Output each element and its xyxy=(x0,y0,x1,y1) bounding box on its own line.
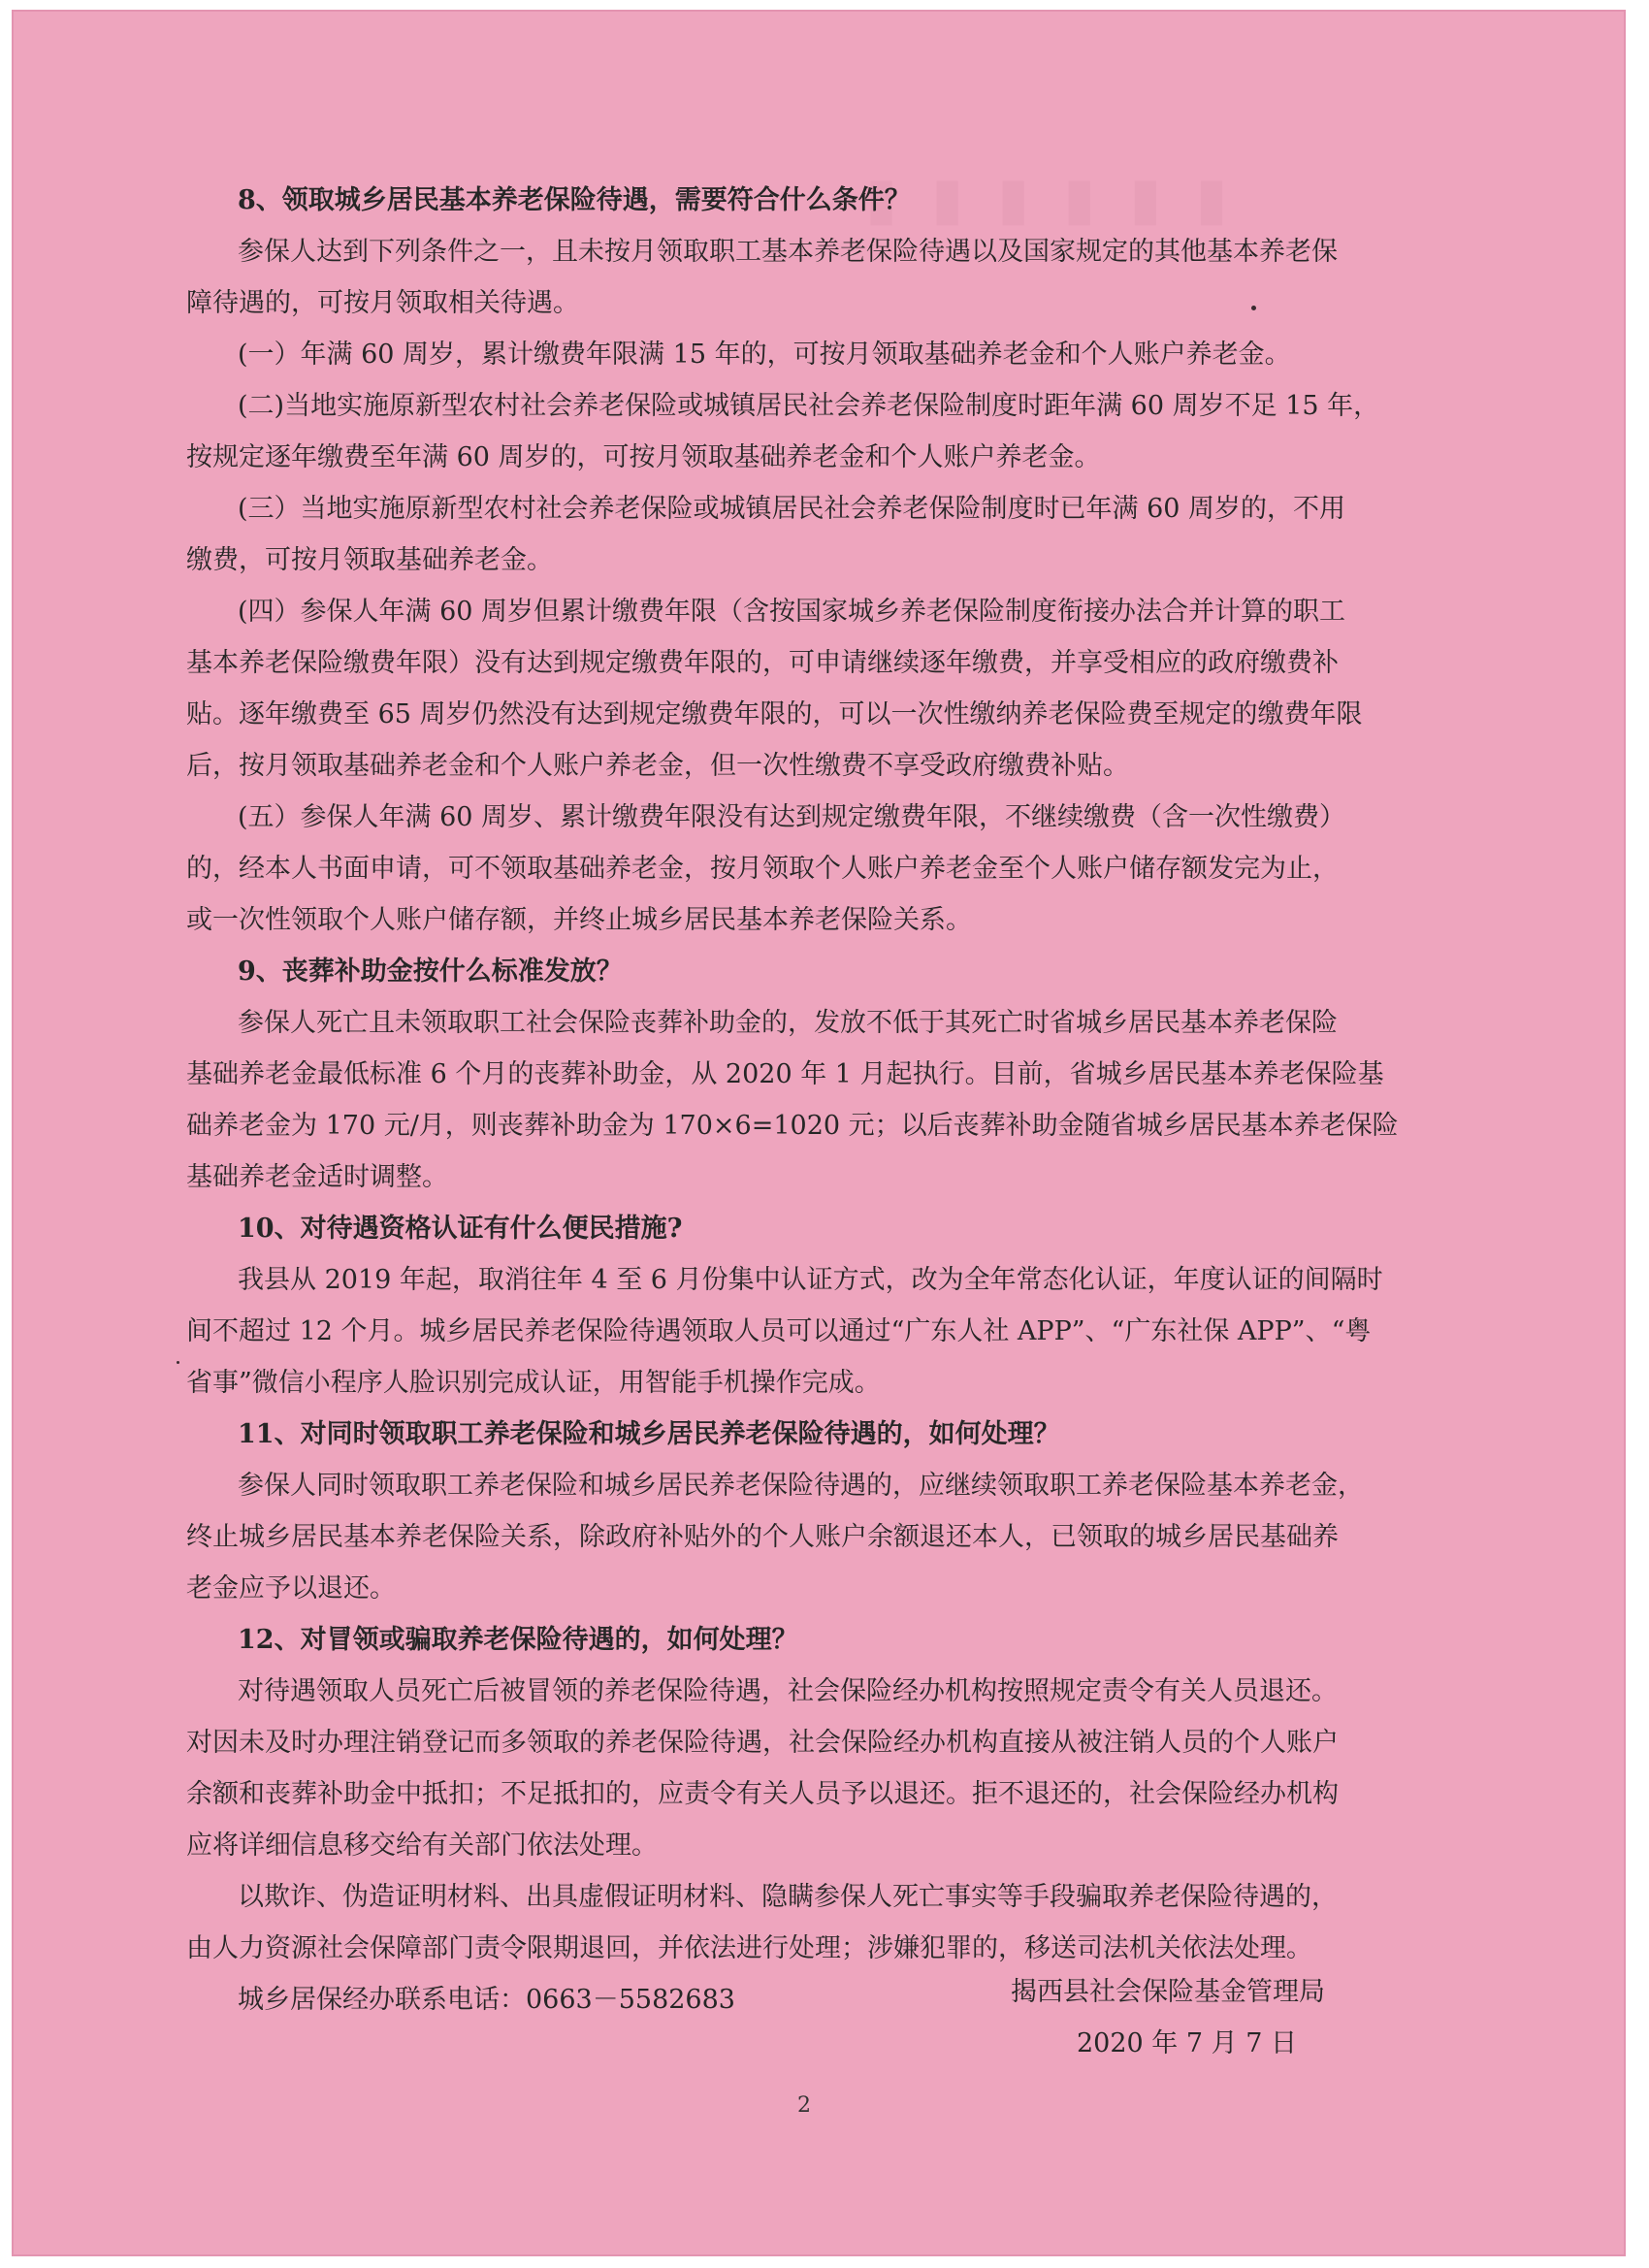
text-line: 间不超过 12 个月。城乡居民养老保险待遇领取人员可以通过“广东人社 APP”、“广东社保 APP”、“粤 xyxy=(186,1316,1372,1346)
text-line: 后，按月领取基础养老金和个人账户养老金，但一次性缴费不享受政府缴费补贴。 xyxy=(186,751,1129,781)
text-line: 基础养老金适时调整。 xyxy=(186,1162,448,1192)
issuing-organization: 揭西县社会保险基金管理局 xyxy=(1011,1977,1325,2007)
text-line: 参保人达到下列条件之一，且未按月领取职工基本养老保险待遇以及国家规定的其他基本养老保 xyxy=(238,237,1338,267)
section-heading: 8、领取城乡居民基本养老保险待遇，需要符合什么条件？ xyxy=(238,185,911,215)
show-through-bleed: ▮ ▮ ▮ ▮ ▮ ▮ xyxy=(865,165,1236,233)
text-line: 我县从 2019 年起，取消往年 4 至 6 月份集中认证方式，改为全年常态化认证，年度认证的间隔时 xyxy=(238,1265,1383,1295)
text-line: 终止城乡居民基本养老保险关系，除政府补贴外的个人账户余额退还本人，已领取的城乡居民基础养 xyxy=(186,1522,1339,1552)
document-page xyxy=(12,10,1626,2256)
document-body xyxy=(186,175,1447,2025)
text-line: 对待遇领取人员死亡后被冒领的养老保险待遇，社会保险经办机构按照规定责令有关人员退还。 xyxy=(238,1676,1338,1706)
section-heading: 12、对冒领或骗取养老保险待遇的，如何处理？ xyxy=(238,1625,798,1655)
text-line: 参保人同时领取职工养老保险和城乡居民养老保险待遇的，应继续领取职工养老保险基本养老金， xyxy=(238,1471,1364,1501)
text-line: 城乡居保经办联系电话：0663－5582683 xyxy=(238,1985,735,2015)
text-line: 老金应予以退还。 xyxy=(186,1573,396,1604)
text-line: 础养老金为 170 元/月，则丧葬补助金为 170×6=1020 元；以后丧葬补助金随省城乡居民基本养老保险 xyxy=(186,1111,1399,1141)
section-heading: 9、丧葬补助金按什么标准发放？ xyxy=(238,956,623,987)
section-heading: 10、对待遇资格认证有什么便民措施? xyxy=(238,1214,683,1244)
scan-speck xyxy=(177,1361,179,1364)
text-line: (五）参保人年满 60 周岁、累计缴费年限没有达到规定缴费年限，不继续缴费（含一次性缴费） xyxy=(238,802,1346,832)
text-line: (一）年满 60 周岁，累计缴费年限满 15 年的，可按月领取基础养老金和个人账户养老金。 xyxy=(238,340,1291,370)
text-line: 贴。逐年缴费至 65 周岁仍然没有达到规定缴费年限的，可以一次性缴纳养老保险费至规定的缴费年限 xyxy=(186,699,1363,729)
text-line: 由人力资源社会保障部门责令限期退回，并依法进行处理；涉嫌犯罪的，移送司法机关依法处理。 xyxy=(186,1933,1312,1963)
text-line: (四）参保人年满 60 周岁但累计缴费年限（含按国家城乡养老保险制度衔接办法合并计算的职工 xyxy=(238,597,1346,627)
text-line: 余额和丧葬补助金中抵扣；不足抵扣的，应责令有关人员予以退还。拒不退还的，社会保险经办机构 xyxy=(186,1779,1339,1809)
text-line: 缴费，可按月领取基础养老金。 xyxy=(186,545,553,575)
text-line: 以欺诈、伪造证明材料、出具虚假证明材料、隐瞒参保人死亡事实等手段骗取养老保险待遇的， xyxy=(238,1882,1338,1912)
text-line: 或一次性领取个人账户储存额，并终止城乡居民基本养老保险关系。 xyxy=(186,905,972,935)
scan-speck xyxy=(1251,306,1256,310)
section-heading: 11、对同时领取职工养老保险和城乡居民养老保险待遇的，如何处理？ xyxy=(238,1419,1060,1449)
page-number: 2 xyxy=(797,2093,811,2118)
issue-date: 2020 年 7 月 7 日 xyxy=(1077,2028,1297,2058)
text-line: 省事”微信小程序人脸识别完成认证，用智能手机操作完成。 xyxy=(186,1368,881,1398)
text-line: 基础养老金最低标准 6 个月的丧葬补助金，从 2020 年 1 月起执行。目前，省城乡居民基本养老保险基 xyxy=(186,1059,1384,1089)
text-line: (三）当地实施原新型农村社会养老保险或城镇居民社会养老保险制度时已年满 60 周岁的，不用 xyxy=(238,494,1346,524)
text-line: 按规定逐年缴费至年满 60 周岁的，可按月领取基础养老金和个人账户养老金。 xyxy=(186,442,1101,472)
text-line: 对因未及时办理注销登记而多领取的养老保险待遇，社会保险经办机构直接从被注销人员的个人账户 xyxy=(186,1728,1339,1758)
text-line: 参保人死亡且未领取职工社会保险丧葬补助金的，发放不低于其死亡时省城乡居民基本养老保险 xyxy=(238,1008,1338,1038)
text-line: 基本养老保险缴费年限）没有达到规定缴费年限的，可申请继续逐年缴费，并享受相应的政府缴费补 xyxy=(186,648,1339,678)
text-line: 的，经本人书面申请，可不领取基础养老金，按月领取个人账户养老金至个人账户储存额发完为止， xyxy=(186,854,1339,884)
text-line: 应将详细信息移交给有关部门依法处理。 xyxy=(186,1831,658,1861)
text-line: 障待遇的，可按月领取相关待遇。 xyxy=(186,288,579,318)
text-line: (二)当地实施原新型农村社会养老保险或城镇居民社会养老保险制度时距年满 60 周岁不足 15 年， xyxy=(238,391,1380,421)
